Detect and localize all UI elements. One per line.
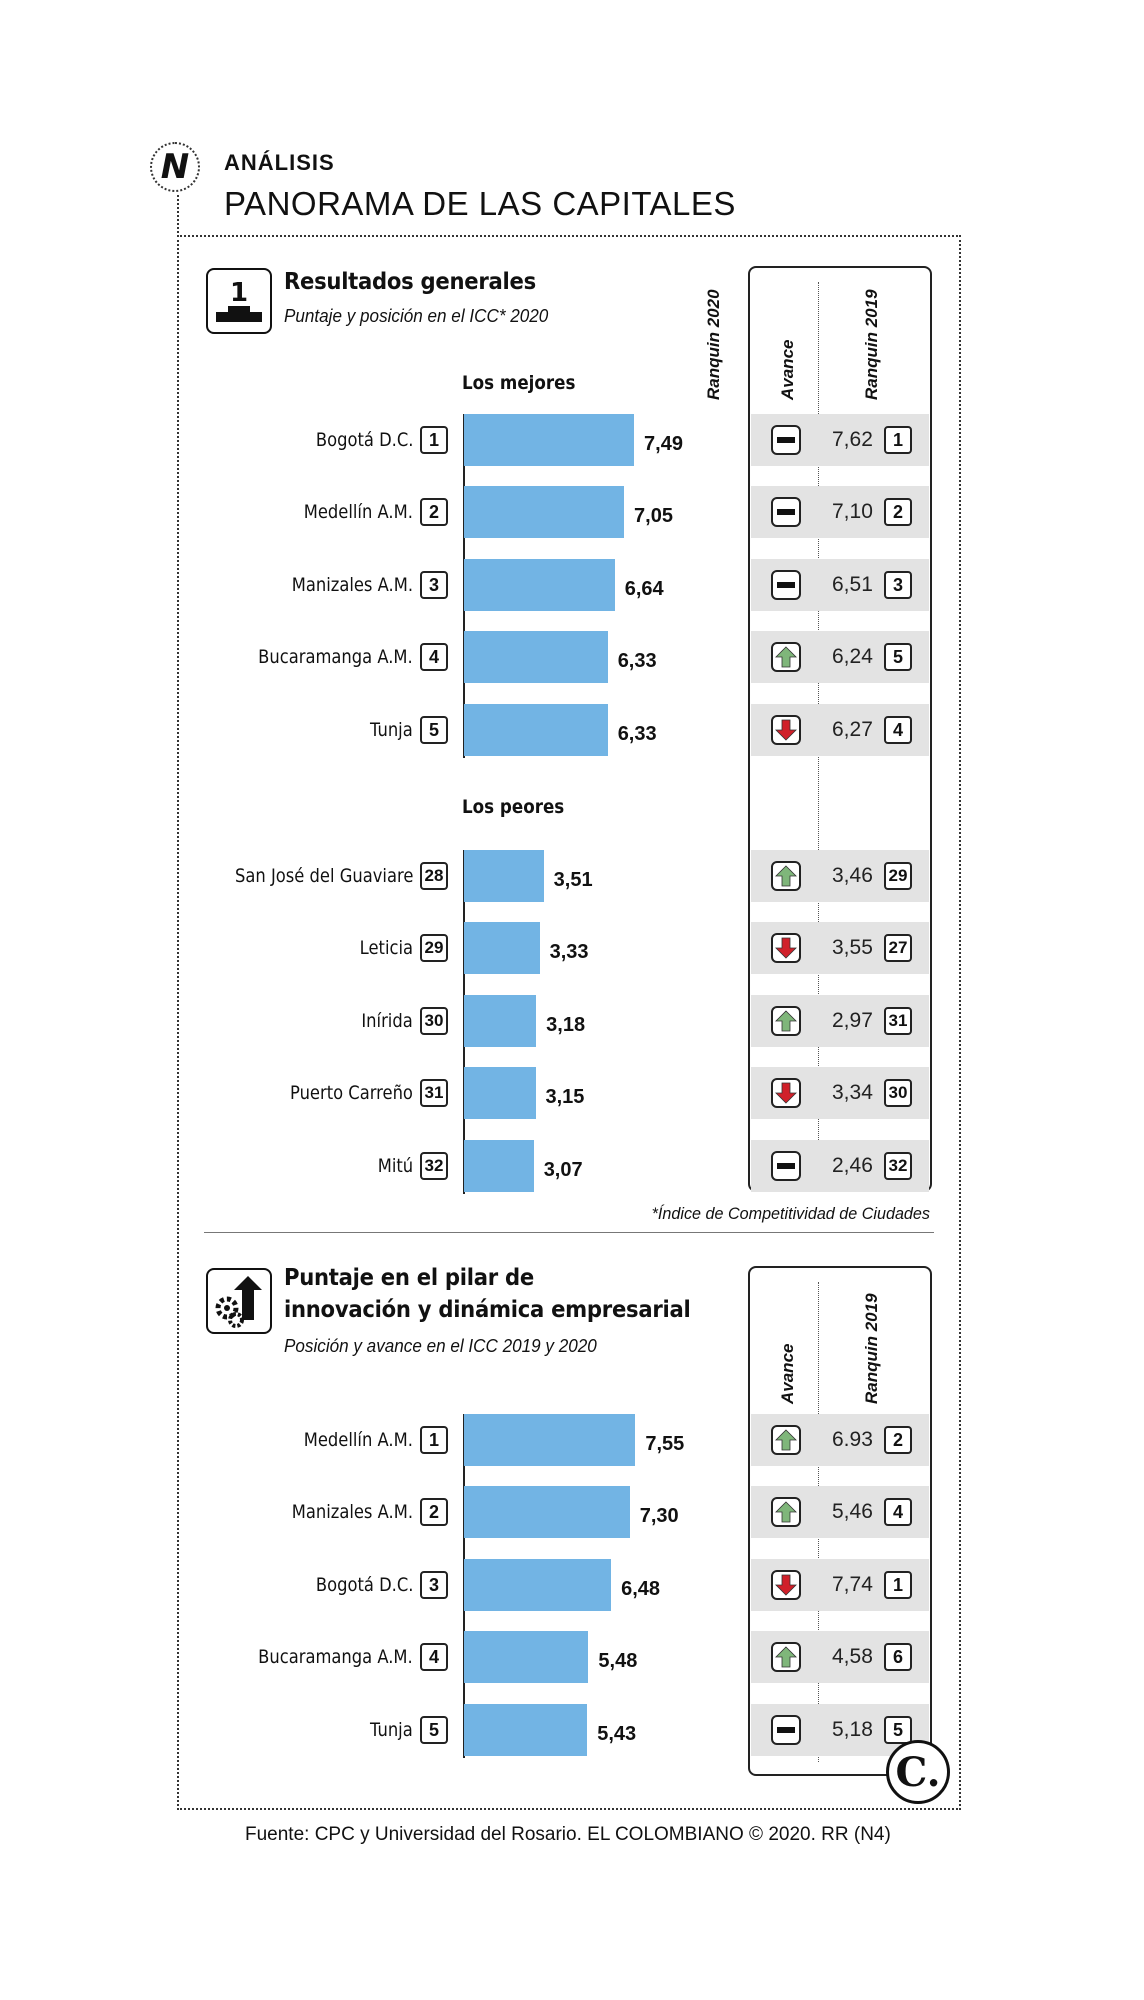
minus-icon xyxy=(777,509,795,515)
logo-letter: C. xyxy=(895,1748,941,1796)
bar-value-label: 6,48 xyxy=(621,1577,661,1600)
podium-number: 1 xyxy=(229,278,249,308)
col-ranquin-2019: Ranquin 2019 xyxy=(862,289,881,400)
arrow-up-icon xyxy=(775,1429,797,1451)
rank-2020-badge: 30 xyxy=(420,1007,448,1035)
city-label: Inírida xyxy=(361,1009,413,1032)
rank-2020-badge: 31 xyxy=(420,1079,448,1107)
avance-same-icon xyxy=(771,497,801,527)
bar-value-label: 5,43 xyxy=(597,1722,637,1745)
bar xyxy=(464,704,608,756)
avance-up-icon xyxy=(771,1497,801,1527)
rank-2019-badge: 30 xyxy=(884,1079,912,1107)
col-avance: Avance xyxy=(778,339,797,400)
rank-2019-badge: 5 xyxy=(884,1716,912,1744)
avance-same-icon xyxy=(771,570,801,600)
rank-2020-badge: 3 xyxy=(420,1571,448,1599)
rank-2019-badge: 4 xyxy=(884,1498,912,1526)
bar-value-label: 7,05 xyxy=(634,505,673,528)
footnote: *Índice de Competitividad de Ciudades xyxy=(651,1204,930,1223)
rank-2019-badge: 2 xyxy=(884,498,912,526)
city-label: Mitú xyxy=(377,1154,413,1177)
score-2019: 2,46 xyxy=(832,1153,873,1177)
source-note: Fuente: CPC y Universidad del Rosario. EL COLOMBIANO © 2020. RR (N4) xyxy=(245,1824,891,1845)
section1-title: Resultados generales xyxy=(284,269,536,295)
city-label: Bucaramanga A.M. xyxy=(258,646,413,669)
avance-up-icon xyxy=(771,642,801,672)
rank-2019-badge: 1 xyxy=(884,426,912,454)
rank-2019-badge: 29 xyxy=(884,862,912,890)
bar xyxy=(464,1140,534,1192)
arrow-down-icon xyxy=(775,719,797,741)
rank-2020-badge: 28 xyxy=(420,862,448,890)
avance-same-icon xyxy=(771,425,801,455)
bar-value-label: 6,64 xyxy=(624,577,664,600)
score-2019: 5,18 xyxy=(832,1717,873,1741)
bar xyxy=(464,995,536,1047)
score-2019: 7,74 xyxy=(832,1572,873,1596)
score-2019: 6,51 xyxy=(832,572,873,596)
bar xyxy=(464,850,544,902)
n-logo-letter: N xyxy=(160,147,190,187)
rank-2019-badge: 31 xyxy=(884,1007,912,1035)
col-avance-2: Avance xyxy=(778,1343,797,1404)
city-label: Medellín A.M. xyxy=(303,1429,413,1451)
arrow-up-icon xyxy=(775,646,797,668)
gears-svg xyxy=(208,1270,270,1332)
avance-down-icon xyxy=(771,715,801,745)
podium-svg xyxy=(208,270,270,332)
bar-value-label: 7,30 xyxy=(639,1505,679,1528)
score-2019: 4,58 xyxy=(832,1645,873,1669)
minus-icon xyxy=(777,1163,795,1169)
bar xyxy=(464,559,615,611)
arrow-up-icon xyxy=(775,1010,797,1032)
rank-2020-badge: 5 xyxy=(420,716,448,744)
minus-icon xyxy=(777,582,795,588)
frame-left-connector xyxy=(177,195,179,237)
rank-2020-badge: 29 xyxy=(420,934,448,962)
score-2019: 6.93 xyxy=(832,1428,873,1451)
minus-icon xyxy=(777,437,795,443)
rank-2019-badge: 5 xyxy=(884,643,912,671)
city-label: Manizales A.M. xyxy=(291,573,413,596)
minus-icon xyxy=(777,1727,795,1733)
bar xyxy=(464,1559,611,1611)
group-best-label: Los mejores xyxy=(462,372,576,394)
rank-2020-badge: 1 xyxy=(420,426,448,454)
city-label: Tunja xyxy=(370,1718,413,1741)
arrow-up-icon xyxy=(775,1501,797,1523)
city-label: Bogotá D.C. xyxy=(315,429,413,451)
score-2019: 2,97 xyxy=(832,1008,873,1032)
arrow-up-icon xyxy=(775,865,797,887)
rank-2019-badge: 32 xyxy=(884,1152,912,1180)
city-label: San José del Guaviare xyxy=(234,865,413,887)
col-ranquin-2019-2: Ranquin 2019 xyxy=(862,1293,881,1404)
section2-title-line2: innovación y dinámica empresarial xyxy=(284,1297,691,1323)
kicker: ANÁLISIS xyxy=(224,150,335,175)
score-2019: 7,62 xyxy=(832,428,873,451)
bar xyxy=(464,922,540,974)
bar xyxy=(464,486,624,538)
avance-up-icon xyxy=(771,1425,801,1455)
page-title: PANORAMA DE LAS CAPITALES xyxy=(224,185,736,222)
bar-value-label: 6,33 xyxy=(617,650,657,673)
section-separator xyxy=(204,1232,934,1233)
group-worst-label: Los peores xyxy=(462,796,565,818)
rank-2019-badge: 3 xyxy=(884,571,912,599)
bar xyxy=(464,1486,630,1538)
rank-2019-badge: 27 xyxy=(884,934,912,962)
rank-2020-badge: 4 xyxy=(420,1643,448,1671)
avance-down-icon xyxy=(771,933,801,963)
rank-2019-badge: 6 xyxy=(884,1643,912,1671)
col-ranquin-2020: Ranquin 2020 xyxy=(704,289,723,400)
score-2019: 3,46 xyxy=(832,864,873,887)
bar xyxy=(464,414,634,466)
bar-value-label: 3,51 xyxy=(553,869,593,891)
city-label: Manizales A.M. xyxy=(291,1501,413,1524)
avance-down-icon xyxy=(771,1078,801,1108)
bar xyxy=(464,631,608,683)
avance-up-icon xyxy=(771,861,801,891)
bar-value-label: 5,48 xyxy=(598,1650,638,1673)
city-label: Puerto Carreño xyxy=(290,1082,413,1105)
el-colombiano-logo-icon xyxy=(886,1740,950,1804)
score-2019: 6,27 xyxy=(832,717,873,741)
score-2019: 7,10 xyxy=(832,500,873,524)
avance-up-icon xyxy=(771,1006,801,1036)
rank-2020-badge: 2 xyxy=(420,1498,448,1526)
city-label: Bucaramanga A.M. xyxy=(258,1646,413,1669)
rank-2020-badge: 2 xyxy=(420,498,448,526)
bar xyxy=(464,1704,587,1756)
avance-same-icon xyxy=(771,1715,801,1745)
city-label: Medellín A.M. xyxy=(303,501,413,524)
avance-down-icon xyxy=(771,1570,801,1600)
bar-value-label: 7,49 xyxy=(644,433,683,455)
city-label: Bogotá D.C. xyxy=(315,1573,413,1596)
rank-2020-badge: 3 xyxy=(420,571,448,599)
rank-2019-badge: 4 xyxy=(884,716,912,744)
bar-value-label: 3,07 xyxy=(543,1158,583,1181)
score-2019: 3,55 xyxy=(832,936,873,960)
podium-icon xyxy=(206,268,272,334)
section1-subtitle: Puntaje y posición en el ICC* 2020 xyxy=(284,306,549,326)
bar-value-label: 3,18 xyxy=(546,1013,586,1036)
bar xyxy=(464,1067,536,1119)
rank-2020-badge: 1 xyxy=(420,1426,448,1454)
arrow-down-icon xyxy=(775,1574,797,1596)
score-2019: 6,24 xyxy=(832,645,873,669)
avance-same-icon xyxy=(771,1151,801,1181)
rank-2019-badge: 2 xyxy=(884,1426,912,1454)
bar-value-label: 3,33 xyxy=(549,941,589,964)
arrow-down-icon xyxy=(775,937,797,959)
avance-up-icon xyxy=(771,1642,801,1672)
innovation-gears-icon xyxy=(206,1268,272,1334)
city-label: Leticia xyxy=(359,937,413,960)
n-logo-icon xyxy=(150,142,200,192)
rank-2020-badge: 32 xyxy=(420,1152,448,1180)
city-label: Tunja xyxy=(370,718,413,741)
bar-value-label: 3,15 xyxy=(545,1086,585,1109)
arrow-up-icon xyxy=(775,1646,797,1668)
section2-title-line1: Puntaje en el pilar de xyxy=(284,1265,534,1291)
section2-subtitle: Posición y avance en el ICC 2019 y 2020 xyxy=(284,1336,597,1356)
arrow-down-icon xyxy=(775,1082,797,1104)
rank-2019-badge: 1 xyxy=(884,1571,912,1599)
rank-2020-badge: 4 xyxy=(420,643,448,671)
score-2019: 5,46 xyxy=(832,1500,873,1524)
bar xyxy=(464,1631,588,1683)
rank-2020-badge: 5 xyxy=(420,1716,448,1744)
bar-value-label: 6,33 xyxy=(617,722,657,745)
bar-value-label: 7,55 xyxy=(645,1433,685,1455)
bar xyxy=(464,1414,635,1466)
score-2019: 3,34 xyxy=(832,1081,873,1105)
